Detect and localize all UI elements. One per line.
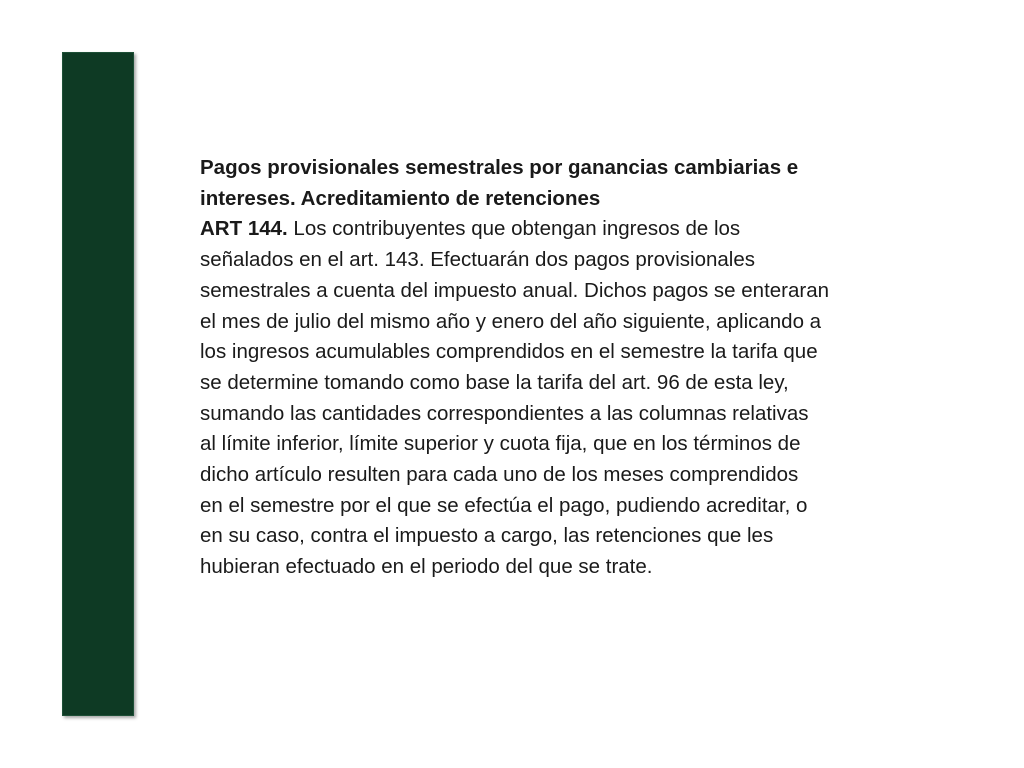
article-body-line: en su caso, contra el impuesto a cargo, las retenciones que les xyxy=(200,524,774,548)
article-body-line: los ingresos acumulables comprendidos en el semestre la tarifa que xyxy=(200,340,818,364)
article-body-line: al límite inferior, límite superior y cuota fija, que en los términos de xyxy=(200,432,801,456)
article-body-line: sumando las cantidades correspondientes a las columnas relativas xyxy=(200,401,809,425)
slide-title-line: intereses. Acreditamiento de retenciones xyxy=(200,186,601,210)
article-body-line: semestrales a cuenta del impuesto anual. Dichos pagos se enteraran xyxy=(200,278,830,302)
article-first-line xyxy=(200,214,930,245)
article-text: Los contribuyentes que obtengan ingresos de los xyxy=(287,217,741,241)
article-body-line: el mes de julio del mismo año y enero del año siguiente, aplicando a xyxy=(200,309,822,333)
decorative-side-bar xyxy=(62,52,134,716)
article-body-line: dicho artículo resulten para cada uno de los meses comprendidos xyxy=(200,463,799,487)
article-label: ART 144. xyxy=(200,217,288,241)
article-body-line: hubieran efectuado en el periodo del que se trate. xyxy=(200,555,653,579)
article-body-line: en el semestre por el que se efectúa el pago, pudiendo acreditar, o xyxy=(200,493,808,517)
article-body-line: señalados en el art. 143. Efectuarán dos pagos provisionales xyxy=(200,248,756,272)
slide-text-block xyxy=(200,153,930,583)
slide-title-line: Pagos provisionales semestrales por ganancias cambiarias e xyxy=(200,156,799,179)
article-body-line: se determine tomando como base la tarifa del art. 96 de esta ley, xyxy=(200,370,789,394)
